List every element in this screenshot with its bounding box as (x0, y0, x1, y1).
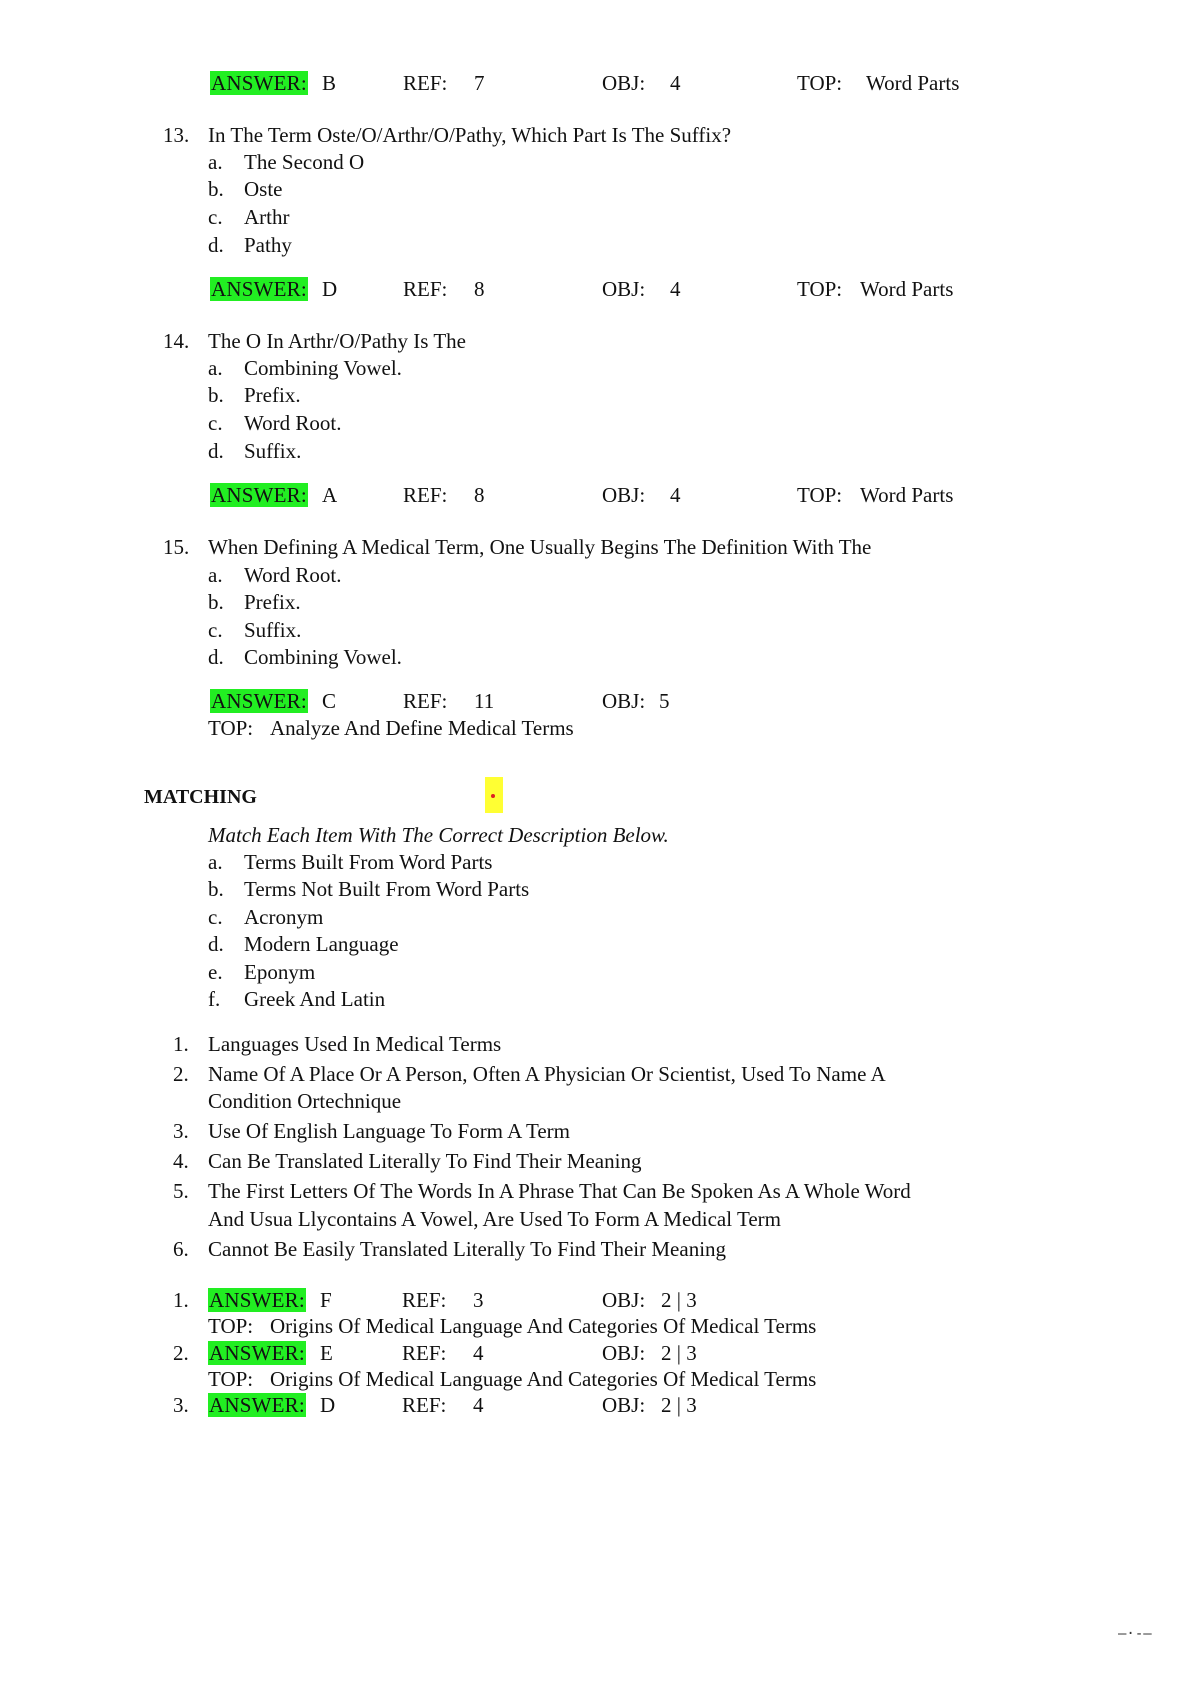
top-label: TOP: (208, 1367, 254, 1391)
ref-value: 8 (474, 483, 485, 507)
matching-answer-row (208, 1290, 306, 1311)
option-letter: e. (208, 960, 223, 984)
choice-text: Prefix. (244, 590, 301, 614)
question-number: 14. (163, 329, 190, 353)
option-letter: a. (208, 850, 223, 874)
item-number: 2. (173, 1062, 189, 1086)
obj-label: OBJ: (602, 71, 646, 95)
obj-value: 4 (670, 483, 681, 507)
ref-label: REF: (403, 483, 448, 507)
ref-value: 11 (474, 689, 495, 713)
answer-label: ANSWER: (211, 71, 307, 95)
option-text: Modern Language (244, 932, 399, 956)
item-number: 1. (173, 1032, 189, 1056)
answer-label: ANSWER: (211, 483, 307, 507)
choice-text: Suffix. (244, 439, 302, 463)
ref-label: REF: (402, 1288, 447, 1312)
answer-value: D (320, 1393, 336, 1417)
question-text: The O In Arthr/O/Pathy Is The (208, 329, 466, 353)
option-text: Terms Built From Word Parts (244, 850, 493, 874)
answer-label: ANSWER: (211, 277, 307, 301)
item-number: 6. (173, 1237, 189, 1261)
obj-label: OBJ: (602, 483, 646, 507)
top-label: TOP: (208, 716, 254, 740)
ref-label: REF: (403, 689, 448, 713)
choice-text: Oste (244, 177, 283, 201)
option-text: Greek And Latin (244, 987, 386, 1011)
ref-value: 4 (473, 1341, 484, 1365)
answer-row-15 (210, 691, 308, 712)
highlight-marker (485, 777, 503, 813)
answer-row-14 (210, 485, 308, 506)
obj-label: OBJ: (602, 689, 646, 713)
ref-label: REF: (402, 1393, 447, 1417)
ref-label: REF: (403, 277, 448, 301)
choice-letter: d. (208, 439, 224, 463)
obj-label: OBJ: (602, 1288, 646, 1312)
top-value: Word Parts (866, 71, 960, 95)
obj-label: OBJ: (602, 1393, 646, 1417)
answer-label: ANSWER: (211, 689, 307, 713)
item-number: 5. (173, 1179, 189, 1203)
choice-letter: b. (208, 590, 224, 614)
answer-value: C (322, 689, 337, 713)
obj-value: 4 (670, 71, 681, 95)
option-text: Terms Not Built From Word Parts (244, 877, 530, 901)
choice-letter: c. (208, 618, 223, 642)
matching-answer-row (208, 1343, 306, 1364)
top-label: TOP: (797, 483, 843, 507)
ref-value: 3 (473, 1288, 484, 1312)
option-text: Acronym (244, 905, 324, 929)
answer-value: A (322, 483, 338, 507)
answer-value: D (322, 277, 338, 301)
option-letter: f. (208, 987, 221, 1011)
choice-letter: a. (208, 150, 223, 174)
obj-value: 4 (670, 277, 681, 301)
choice-text: Arthr (244, 205, 290, 229)
choice-text: Prefix. (244, 383, 301, 407)
answer-value: B (322, 71, 337, 95)
choice-letter: c. (208, 205, 223, 229)
question-number: 13. (163, 123, 190, 147)
choice-letter: d. (208, 233, 224, 257)
footer-mark: —·-— (1118, 1626, 1152, 1642)
answer-label: ANSWER: (209, 1341, 305, 1365)
choice-letter: d. (208, 645, 224, 669)
answer-number: 3. (173, 1393, 189, 1417)
item-text-cont: And Usua Llycontains A Vowel, Are Used To Form A Medical Term (208, 1207, 781, 1231)
obj-label: OBJ: (602, 277, 646, 301)
choice-text: Suffix. (244, 618, 302, 642)
top-value: Word Parts (860, 277, 954, 301)
top-value: Origins Of Medical Language And Categories Of Medical Terms (270, 1367, 817, 1391)
obj-value: 2 | 3 (661, 1288, 697, 1312)
option-letter: c. (208, 905, 223, 929)
top-label: TOP: (797, 71, 843, 95)
choice-text: Combining Vowel. (244, 645, 402, 669)
choice-text: Combining Vowel. (244, 356, 402, 380)
item-text: Name Of A Place Or A Person, Often A Physician Or Scientist, Used To Name A (208, 1062, 886, 1086)
choice-text: The Second O (244, 150, 365, 174)
obj-value: 2 | 3 (661, 1393, 697, 1417)
ref-value: 7 (474, 71, 485, 95)
choice-letter: c. (208, 411, 223, 435)
answer-number: 2. (173, 1341, 189, 1365)
choice-text: Word Root. (244, 411, 342, 435)
obj-label: OBJ: (602, 1341, 646, 1365)
obj-value: 2 | 3 (661, 1341, 697, 1365)
choice-text: Word Root. (244, 563, 342, 587)
ref-value: 4 (473, 1393, 484, 1417)
matching-answer-row (208, 1395, 306, 1416)
option-letter: d. (208, 932, 224, 956)
section-heading: MATCHING (144, 786, 257, 808)
top-value: Analyze And Define Medical Terms (270, 716, 574, 740)
ref-label: REF: (403, 71, 448, 95)
answer-number: 1. (173, 1288, 189, 1312)
answer-row-13 (210, 279, 308, 300)
answer-value: E (320, 1341, 333, 1365)
answer-label: ANSWER: (209, 1288, 305, 1312)
top-label: TOP: (797, 277, 843, 301)
choice-letter: a. (208, 563, 223, 587)
choice-letter: a. (208, 356, 223, 380)
question-text: In The Term Oste/O/Arthr/O/Pathy, Which Part Is The Suffix? (208, 123, 732, 147)
question-number: 15. (163, 535, 190, 559)
item-text-cont: Condition Ortechnique (208, 1089, 402, 1113)
top-label: TOP: (208, 1314, 254, 1338)
item-text: Can Be Translated Literally To Find Their Meaning (208, 1149, 642, 1173)
choice-letter: b. (208, 177, 224, 201)
ref-value: 8 (474, 277, 485, 301)
item-text: Cannot Be Easily Translated Literally To Find Their Meaning (208, 1237, 727, 1261)
item-number: 3. (173, 1119, 189, 1143)
obj-value: 5 (659, 689, 670, 713)
answer-row-12 (210, 73, 308, 94)
choice-text: Pathy (244, 233, 292, 257)
ref-label: REF: (402, 1341, 447, 1365)
option-letter: b. (208, 877, 224, 901)
item-text: The First Letters Of The Words In A Phrase That Can Be Spoken As A Whole Word (208, 1179, 911, 1203)
top-value: Origins Of Medical Language And Categories Of Medical Terms (270, 1314, 817, 1338)
question-text: When Defining A Medical Term, One Usually Begins The Definition With The (208, 535, 872, 559)
answer-value: F (320, 1288, 332, 1312)
option-text: Eponym (244, 960, 316, 984)
item-text: Use Of English Language To Form A Term (208, 1119, 570, 1143)
choice-letter: b. (208, 383, 224, 407)
answer-label: ANSWER: (209, 1393, 305, 1417)
matching-instruction: Match Each Item With The Correct Description Below. (208, 823, 669, 847)
top-value: Word Parts (860, 483, 954, 507)
item-text: Languages Used In Medical Terms (208, 1032, 502, 1056)
item-number: 4. (173, 1149, 189, 1173)
